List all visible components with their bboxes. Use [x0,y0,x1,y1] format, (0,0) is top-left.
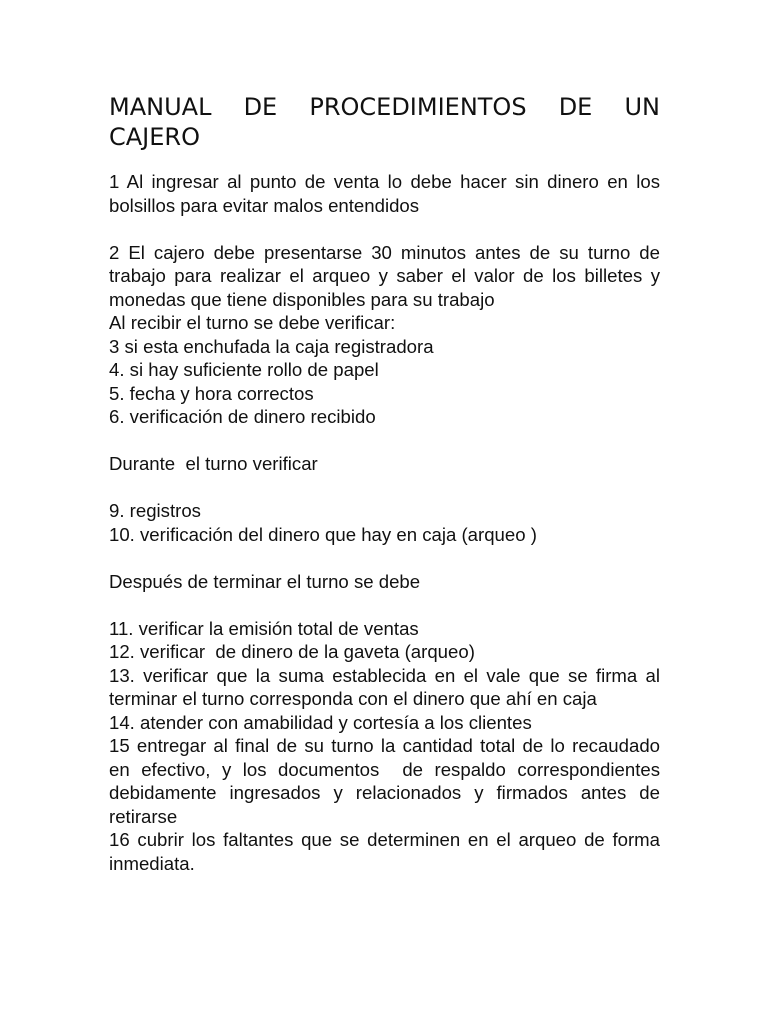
blank-line [109,546,660,570]
blank-line [109,429,660,453]
paragraph: 2 El cajero debe presentarse 30 minutos antes de su turno de trabajo para realizar el arqueo y saber el valor de los billetes y monedas que tiene disponibles para su trabajo [109,241,660,310]
title-line-2: CAJERO [109,123,200,151]
paragraph: 9. registros [109,500,201,521]
paragraph: 14. atender con amabilidad y cortesía a los clientes [109,711,532,733]
paragraph: 11. verificar la emisión total de ventas [109,617,419,639]
paragraph: 10. verificación del dinero que hay en caja (arqueo ) [109,523,537,545]
title-line-1: MANUAL DE PROCEDIMIENTOS DE UN [109,93,660,121]
paragraph: 12. verificar de dinero de la gaveta (arqueo) [109,641,475,662]
paragraph: Durante el turno verificar [109,453,318,474]
paragraph: 5. fecha y hora correctos [109,382,314,404]
paragraph: 13. verificar que la suma establecida en el vale que se firma al terminar el turno corresponda con el dinero que ahí en caja [109,664,660,709]
document-title [109,92,660,152]
blank-line [109,593,660,617]
document-body [109,170,666,875]
paragraph: 15 entregar al final de su turno la cantidad total de lo recaudado en efectivo, y los documentos de respaldo correspondientes debidamente ingresados y relacionados y firmados antes de retirarse [109,735,666,827]
paragraph: 1 Al ingresar al punto de venta lo debe hacer sin dinero en los bolsillos para evitar malos entendidos [109,171,660,216]
paragraph: 16 cubrir los faltantes que se determinen en el arqueo de forma inmediata. [109,829,660,874]
paragraph: Después de terminar el turno se debe [109,570,421,592]
paragraph: 4. si hay suficiente rollo de papel [109,359,379,380]
blank-line [109,476,660,500]
blank-line [109,217,660,241]
paragraph: 3 si esta enchufada la caja registradora [109,335,434,357]
paragraph: 6. verificación de dinero recibido [109,406,376,427]
paragraph: Al recibir el turno se debe verificar: [109,312,396,333]
